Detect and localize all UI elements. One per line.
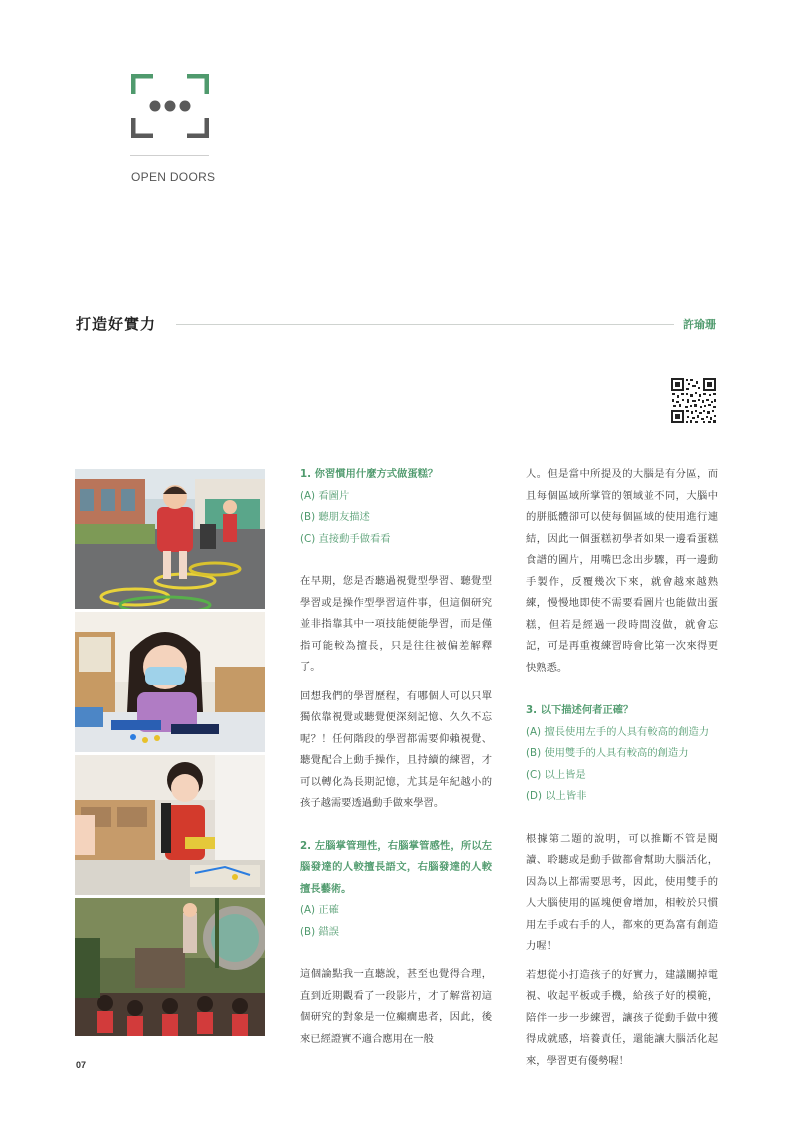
question-3-option-b: (B) 使用雙手的人具有較高的創造力 <box>526 747 689 759</box>
paragraph: 根據第二題的說明，可以推斷不管是閱讀、聆聽或是動手做都會幫助大腦活化，因為以上都需要思考，因此，使用雙手的人大腦使用的區塊便會增加，相較於只慣用左手或右手的人，都來的更為富有創造力喔！ <box>526 832 718 952</box>
child-hopping-rings-photo <box>75 469 265 609</box>
question-1-option-b: (B) 聽朋友描述 <box>300 511 370 523</box>
paragraph: 回想我們的學習歷程，有哪個人可以只單獨依靠視覺或聽覺便深刻記憶、久久不忘呢？！任何階段的學習都需要仰賴視覺、聽覺配合上動手操作，且持續的練習，才可以轉化為長期記憶，尤其是年紀越小的孩子越需要透過動手做來學習。 <box>300 689 492 809</box>
text-column-2 <box>526 464 718 1072</box>
question-1-option-a: (A) 看圖片 <box>300 489 350 502</box>
question-2-option-b: (B) 錯誤 <box>300 925 339 938</box>
question-3-option-a: (A) 擅長使用左手的人具有較高的創造力 <box>526 725 710 738</box>
text-column-1 <box>300 464 492 1050</box>
question-1: 1. 你習慣用什麼方式做蛋糕？ <box>300 468 439 480</box>
question-1-option-c: (C) 直接動手做看看 <box>300 532 391 545</box>
question-3-option-d: (D) 以上皆非 <box>526 790 587 802</box>
open-doors-logo-icon <box>131 74 209 138</box>
page-number: 07 <box>76 1060 87 1070</box>
logo-divider <box>130 155 209 156</box>
boy-in-apron-building-blocks-photo <box>75 755 265 895</box>
paragraph: 人。但是當中所提及的大腦是有分區，而且每個區域所掌管的領域並不同，大腦中的胼胝體卻可以使每個區域的使用進行連結，因此一個蛋糕初學者如果一邊看蛋糕食譜的圖片，用嘴巴念出步驟，再一邊動手製作，反覆幾次下來，就會越來越熟練，慢慢地即使不需要看圖片也能做出蛋糕，但若是經過一段時間沒做，就會忘記，可是再重複練習時會比第一次來得更快熟悉。 <box>526 468 718 674</box>
question-3-option-c: (C) 以上皆是 <box>526 768 586 781</box>
question-3: 3. 以下描述何者正確？ <box>526 704 634 716</box>
children-in-garden-photo <box>75 898 265 1036</box>
paragraph: 這個論點我一直聽說，甚至也覺得合理，直到近期觀看了一段影片，才了解當初這個研究的對象是一位癲癇患者，因此，後來已經證實不適合應用在一般 <box>300 968 492 1045</box>
paragraph: 在早期，您是否聽過視覺型學習、聽覺型學習或是操作型學習這件事，但這個研究並非指靠其中一項技能便能學習，而是僅指可能較為擅長，只是往往被偏差解釋了。 <box>300 575 492 673</box>
brand-name: OPEN DOORS <box>131 170 216 184</box>
title-divider <box>176 324 674 325</box>
qr-code-icon[interactable] <box>670 377 717 424</box>
question-2-option-a: (A) 正確 <box>300 904 339 916</box>
author-name: 許瑜珊 <box>683 318 716 331</box>
paragraph: 若想從小打造孩子的好實力，建議關掉電視、收起平板或手機，給孩子好的模範，陪伴一步一步練習，讓孩子從動手做中獲得成就感，培養責任，還能讓大腦活化起來，學習更有優勢喔！ <box>526 968 718 1067</box>
child-with-mask-playing-board-game-photo <box>75 612 265 752</box>
article-title: 打造好實力 <box>76 315 157 333</box>
question-2: 2. 左腦掌管理性，右腦掌管感性，所以左腦發達的人較擅長語文，右腦發達的人較擅長藝術。 <box>300 839 492 895</box>
